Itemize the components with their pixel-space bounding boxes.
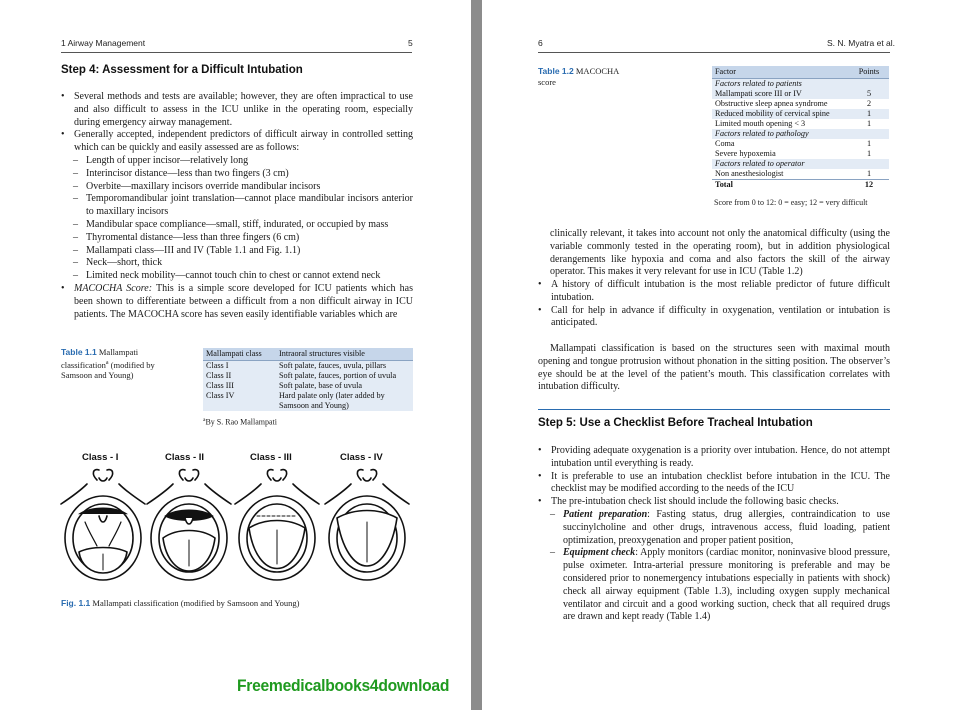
table-row (203, 371, 413, 381)
table-cell: Factors related to operator (712, 159, 849, 169)
history-bullets (538, 279, 890, 330)
footnote-sup: a (203, 417, 206, 423)
table-1-1-label: Table 1.1 (61, 347, 97, 357)
table-cell (849, 129, 889, 139)
predictor-item: – Interincisor distance—less than two fingers (3 cm) (61, 168, 413, 181)
subitem-equipment-check (538, 547, 890, 624)
left-page (0, 0, 471, 710)
table-cell: 1 (866, 149, 872, 158)
table-row (712, 89, 889, 99)
table-row (712, 169, 889, 180)
table-1-1 (203, 348, 413, 411)
class-label: Class - IV (340, 452, 383, 463)
macocha-text: This is a simple score developed for ICU patients which has been shown to differentiate between a difficult from a non difficult airway in ICU patients. The MACOCHA score has seven easily identifiable variables which are (74, 282, 413, 320)
running-head-right: S. N. Myatra et al. (827, 38, 896, 48)
table-1-2-label: Table 1.2 (538, 66, 574, 76)
step5-heading: Step 5: Use a Checklist Before Tracheal Intubation (538, 417, 813, 429)
table-cell: Severe hypoxemia (715, 149, 776, 158)
paragraph: Mallampati classification is based on the structures seen with maximal mouth opening and tongue protrusion without phonation in the sitting position. The observer’s eye should be at the level of the patient’s mouth. This classification correlates with intubation difficulty. (538, 343, 890, 393)
table-cell: Factors related to patients (712, 79, 849, 90)
caption-text: Samsoon and Young) (61, 369, 134, 380)
table-cell: Class III (203, 381, 276, 391)
bullet-call-help: • Call for help in advance if difficulty in oxygenation, ventilation or intubation is anticipated. (538, 305, 890, 331)
table-row (203, 361, 413, 372)
table-cell: Soft palate, fauces, portion of uvula (276, 371, 413, 381)
table-row (712, 129, 889, 139)
bullet-macocha (61, 283, 413, 321)
table-cell: 5 (849, 89, 889, 99)
predictor-item: – Temporomandibular joint translation—cannot place mandibular incisors anterior to maxillary incisors (61, 193, 413, 219)
section-rule (538, 409, 890, 410)
macocha-term: MACOCHA Score: (74, 282, 153, 294)
table-row (712, 109, 889, 119)
table-cell: Class I (203, 361, 276, 372)
right-page (482, 0, 953, 710)
running-head-left: 1 Airway Management (61, 38, 146, 48)
table-cell: Soft palate, base of uvula (276, 381, 413, 391)
bullet-precheck: • The pre-intubation check list should include the following basic checks. (538, 496, 890, 509)
table-row (712, 99, 889, 109)
table-cell: Obstructive sleep apnea syndrome (715, 99, 828, 108)
table-cell: Limited mouth opening < 3 (715, 119, 806, 128)
table-cell: Coma (715, 139, 735, 148)
subitem-text: : Fasting status, drug allergies, contraindication to use succinylcholine and other drugs, intravenous access, fluid loading, patient optimization, preoxygenation and proper patient position, (563, 508, 890, 546)
predictor-item: – Length of upper incisor—relatively long (61, 155, 413, 168)
bullet-predictors: • Generally accepted, independent predictors of difficult airway in controlled setting which can be quickly and easily assessed are as follows: (61, 129, 413, 155)
table-1-2 (712, 66, 889, 190)
table-cell (849, 159, 889, 169)
class-label: Class - I (82, 452, 119, 463)
score-note: Score from 0 to 12: 0 = easy; 12 = very difficult (714, 198, 868, 207)
class-label: Class - III (250, 452, 292, 463)
table-cell: 1 (866, 139, 872, 148)
subitem-patient-preparation (538, 509, 890, 547)
table-cell: Reduced mobility of cervical spine (712, 109, 849, 119)
table-header: Intraoral structures visible (276, 348, 413, 361)
table-cell: Soft palate, fauces, uvula, pillars (276, 361, 413, 372)
caption-text: (modified by (108, 359, 155, 370)
table-row (712, 79, 889, 90)
table-cell: 1 (866, 119, 872, 128)
table-row (712, 149, 889, 159)
bullet-history: • A history of difficult intubation is the most reliable predictor of future difficult intubation. (538, 279, 890, 305)
macocha-continuation (550, 228, 890, 279)
bullet-methods: • Several methods and tests are available; however, they are often impractical to use and also difficult to assess in the ICU unlike in the operating room, especially during emergency airway management. (61, 91, 413, 129)
table-cell: Non anesthesiologist (715, 169, 784, 178)
nose-line (61, 484, 87, 504)
table-cell: Class II (203, 371, 276, 381)
table-cell: 12 (864, 180, 874, 189)
table-cell: Class IV (203, 391, 276, 411)
figure-1-1-label: Fig. 1.1 (61, 598, 91, 608)
predictor-item: – Mallampati class—III and IV (Table 1.1 and Fig. 1.1) (61, 245, 413, 258)
page-number: 5 (408, 38, 413, 48)
watermark: Freemedicalbooks4download (237, 676, 450, 695)
mouth-class-4 (325, 470, 409, 580)
table-cell: Hard palate only (later added by Samsoon and Young) (276, 391, 413, 411)
subitem-text: : Apply monitors (cardiac monitor, noninvasive blood pressure, pulse oximeter. Intra-arterial pressure monitoring is preferable and may be considered prior to nonemergency intubations especially in patients with shock) check all airway equipment (Table 1.3), including oxygen supply mechanical ventilator and circuit and a good working suction, check that all required drugs are drawn and kept ready (Table 1.4) (563, 547, 890, 623)
header-rule (61, 52, 412, 53)
table-header: Mallampati class (203, 348, 276, 361)
table-1-1-caption (61, 347, 196, 380)
table-cell: Total (715, 180, 733, 189)
bullet-oxygenation: • Providing adequate oxygenation is a priority over intubation. Hence, do not attempt intubation until everything is ready. (538, 445, 890, 471)
table-cell: 1 (849, 109, 889, 119)
table-header: Factor (712, 66, 849, 79)
footnote-text: By S. Rao Mallampati (205, 417, 278, 427)
table-row (712, 139, 889, 149)
page-number: 6 (538, 38, 543, 48)
mouth-class-2 (147, 470, 231, 580)
step4-body (61, 91, 413, 321)
table-cell: 1 (866, 169, 872, 178)
mallampati-paragraph (538, 343, 890, 394)
table-row-total (712, 180, 889, 191)
mouth-class-1 (61, 470, 145, 580)
table-cell: 2 (866, 99, 872, 108)
header-rule (538, 52, 890, 53)
table-cell: Mallampati score III or IV (712, 89, 849, 99)
subitem-term: Equipment check (563, 547, 636, 559)
caption-text: Mallampati classification (modified by Samsoon and Young) (92, 598, 300, 608)
predictor-item: – Neck—short, thick (61, 257, 413, 270)
step5-body (538, 445, 890, 624)
mouth-class-3 (235, 470, 319, 580)
table-row (203, 381, 413, 391)
table-header: Points (849, 66, 889, 79)
caption-text: MACOCHA (575, 66, 620, 76)
table-1-2-caption (538, 66, 668, 87)
predictor-item: – Limited neck mobility—cannot touch chin to chest or cannot extend neck (61, 270, 413, 283)
caption-text: Mallampati (98, 347, 139, 357)
bullet-checklist: • It is preferable to use an intubation checklist before intubation in the ICU. The checklist may be modified according to the needs of the ICU (538, 471, 890, 497)
step4-heading: Step 4: Assessment for a Difficult Intubation (61, 64, 303, 76)
table-1-1-footnote (203, 417, 277, 427)
table-cell: Factors related to pathology (712, 129, 849, 139)
subitem-term: Patient preparation (563, 508, 648, 520)
table-row (712, 159, 889, 169)
mallampati-figure (55, 466, 425, 586)
caption-text: score (538, 76, 556, 87)
caption-sup: a (105, 359, 109, 366)
predictor-item: – Thyromental distance—less than three fingers (6 cm) (61, 232, 413, 245)
table-row (203, 391, 413, 411)
predictor-item: – Mandibular space compliance—small, stiff, indurated, or occupied by mass (61, 219, 413, 232)
table-row (712, 119, 889, 129)
figure-1-1-caption (61, 598, 299, 609)
predictor-item: – Overbite—maxillary incisors override mandibular incisors (61, 181, 413, 194)
class-label: Class - II (165, 452, 205, 463)
caption-text: classification (61, 359, 106, 370)
paragraph: clinically relevant, it takes into account not only the anatomical difficulty (using the variable commonly tested in the operating room), but in addition physiological derangements like hypoxia and coma and also factors the skill of the airway operator. This makes it very relevant for use in ICU (Table 1.2) (550, 228, 890, 278)
table-cell (849, 79, 889, 90)
